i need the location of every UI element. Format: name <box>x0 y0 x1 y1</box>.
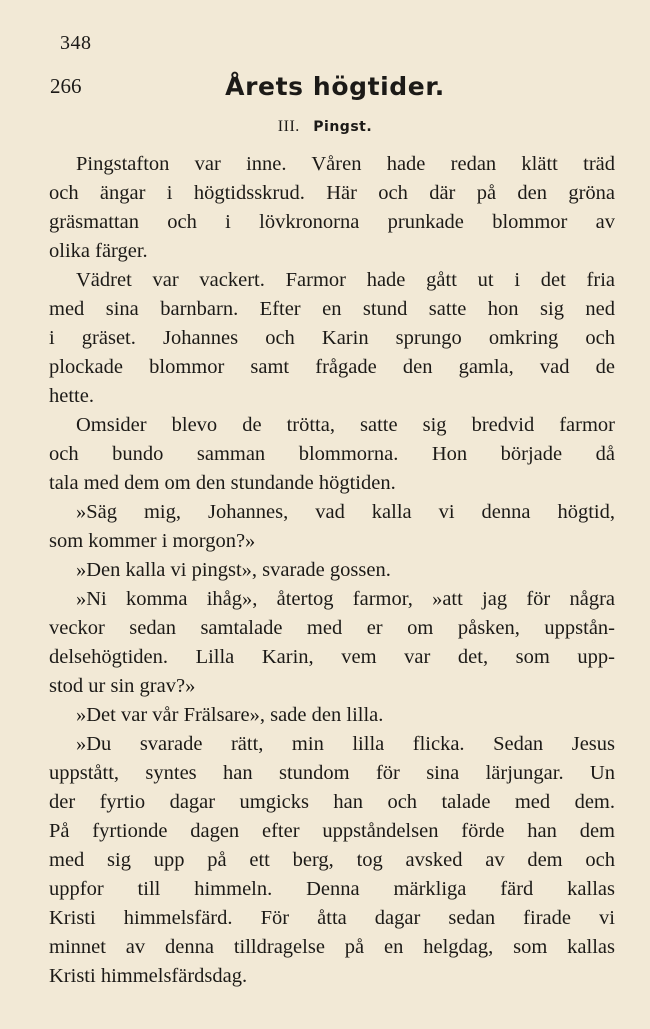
text-line: hette. <box>49 385 94 407</box>
text-line: och ängar i högtidsskrud. Här och där på den gröna <box>49 182 615 204</box>
text-line: veckor sedan samtalade med er om påsken, uppstån- <box>49 617 615 639</box>
text-line: och bundo samman blommorna. Hon började då <box>49 443 615 465</box>
text-line: tala med dem om den stundande högtiden. <box>49 472 396 494</box>
text-line: uppstått, syntes han stundom för sina lärjungar. Un <box>49 762 615 784</box>
text-line: Kristi himmelsfärdsdag. <box>49 965 248 987</box>
text-line: der fyrtio dagar umgicks han och talade med dem. <box>49 791 615 813</box>
text-line: »Ni komma ihåg», återtog farmor, »att jag för några <box>76 588 615 610</box>
text-line: med sina barnbarn. Efter en stund satte hon sig ned <box>49 298 615 320</box>
text-line: Vädret var vackert. Farmor hade gått ut i det fria <box>76 269 615 291</box>
text-line: På fyrtionde dagen efter uppståndelsen förde han dem <box>49 820 615 842</box>
text-line: uppfor till himmeln. Denna märkliga färd kallas <box>49 878 615 900</box>
text-line: minnet av denna tilldragelse på en helgdag, som kallas <box>49 936 615 958</box>
text-line: Kristi himmelsfärd. För åtta dagar sedan firade vi <box>49 907 615 929</box>
text-line: stod ur sin grav?» <box>49 675 196 697</box>
text-line: »Det var vår Frälsare», sade den lilla. <box>76 704 384 726</box>
body-text <box>49 150 615 991</box>
text-line: gräsmattan och i lövkronorna prunkade blommor av <box>49 211 615 233</box>
section-title: Pingst. <box>313 119 373 135</box>
text-line: plockade blommor samt frågade den gamla, vad de <box>49 356 615 378</box>
running-header <box>50 72 620 106</box>
text-line: delsehögtiden. Lilla Karin, vem var det, som upp- <box>49 646 615 668</box>
text-line: »Du svarade rätt, min lilla flicka. Sedan Jesus <box>76 733 615 755</box>
chapter-title: Årets högtider. <box>225 72 445 101</box>
page-number: 266 <box>50 74 82 98</box>
section-heading <box>0 118 650 136</box>
top-page-number: 348 <box>60 32 92 54</box>
text-line: med sig upp på ett berg, tog avsked av dem och <box>49 849 615 871</box>
text-line: Omsider blevo de trötta, satte sig bredvid farmor <box>76 414 615 436</box>
text-line: olika färger. <box>49 240 148 262</box>
text-line: som kommer i morgon?» <box>49 530 256 552</box>
text-line: i gräset. Johannes och Karin sprungo omkring och <box>49 327 615 349</box>
text-line: »Säg mig, Johannes, vad kalla vi denna högtid, <box>76 501 615 523</box>
text-line: Pingstafton var inne. Våren hade redan klätt träd <box>76 153 615 175</box>
section-numeral: III. <box>277 118 300 135</box>
text-line: »Den kalla vi pingst», svarade gossen. <box>76 559 391 581</box>
